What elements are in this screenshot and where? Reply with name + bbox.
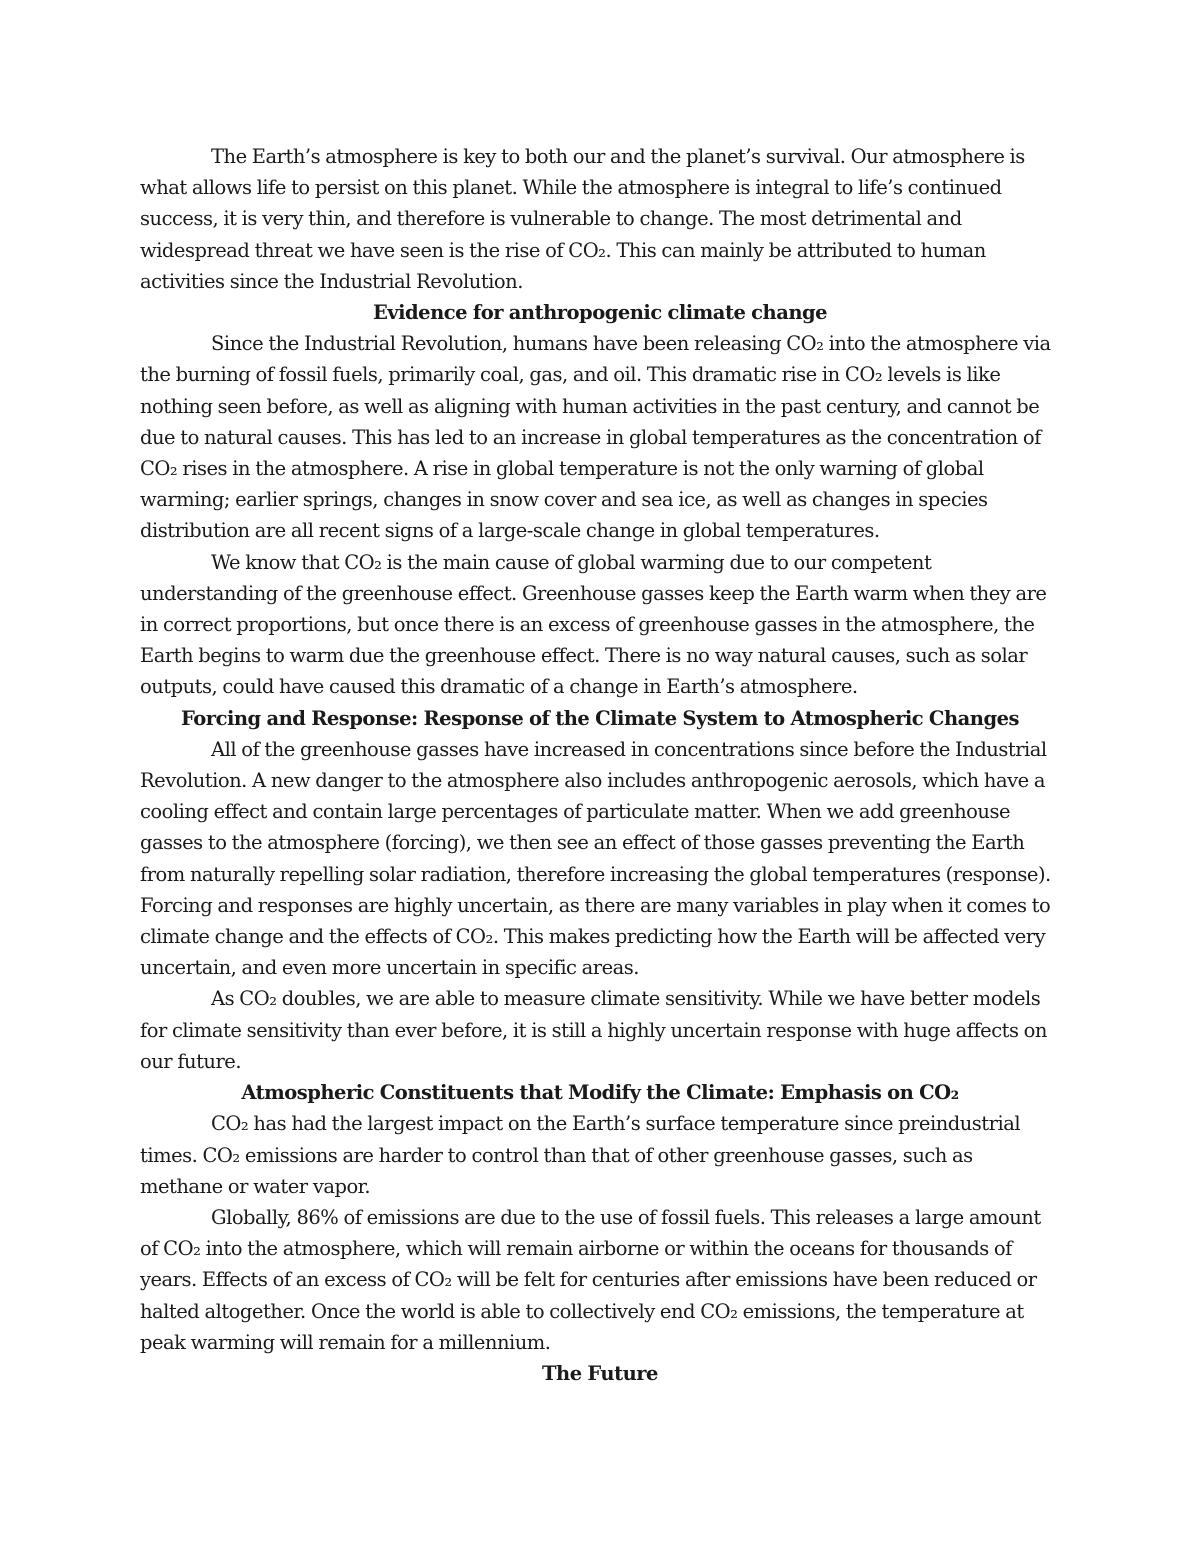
constituents-paragraph-1: CO₂ has had the largest impact on the Earth’s surface temperature since preindustrial times. CO₂ emissions are harder to control than that of other greenhouse gasses, such as methane or water vapor. [140, 1112, 1021, 1198]
section-heading-future: The Future [542, 1361, 658, 1385]
section-heading-constituents: Atmospheric Constituents that Modify the Climate: Emphasis on CO₂ [241, 1081, 959, 1105]
forcing-paragraph-1: All of the greenhouse gasses have increased in concentrations since before the Industrial Revolution. A new danger to the atmosphere also includes anthropogenic aerosols, which have a cooling effect and contain large percentages of particulate matter. When we add greenhouse gasses to the atmosphere (forcing), we then see an effect of those gasses preventing the Earth from naturally repelling solar radiation, therefore increasing the global temperatures (response). Forcing and responses are highly uncertain, as there are many variables in play when it comes to climate change and the effects of CO₂. This makes predicting how the Earth will be affected very uncertain, and even more uncertain in specific areas. [140, 737, 1051, 980]
constituents-paragraph-2: Globally, 86% of emissions are due to the use of fossil fuels. This releases a large amount of CO₂ into the atmosphere, which will remain airborne or within the oceans for thousands of years. Effects of an excess of CO₂ will be felt for centuries after emissions have been reduced or halted altogether. Once the world is able to collectively end CO₂ emissions, the temperature at peak warming will remain for a millennium. [140, 1205, 1041, 1354]
document-body [140, 141, 1060, 1389]
forcing-paragraph-2: As CO₂ doubles, we are able to measure climate sensitivity. While we have better models for climate sensitivity than ever before, it is still a highly uncertain response with huge affects on our future. [140, 987, 1047, 1073]
section-heading-evidence: Evidence for anthropogenic climate change [372, 301, 828, 325]
evidence-paragraph-1: Since the Industrial Revolution, humans have been releasing CO₂ into the atmosphere via the burning of fossil fuels, primarily coal, gas, and oil. This dramatic rise in CO₂ levels is like nothing seen before, as well as aligning with human activities in the past century, and cannot be due to natural causes. This has led to an increase in global temperatures as the concentration of CO₂ rises in the atmosphere. A rise in global temperature is not the only warning of global warming; earlier springs, changes in snow cover and sea ice, as well as changes in species distribution are all recent signs of a large-scale change in global temperatures. [140, 332, 1051, 543]
intro-paragraph: The Earth’s atmosphere is key to both our and the planet’s survival. Our atmosphere is what allows life to persist on this planet. While the atmosphere is integral to life’s continued success, it is very thin, and therefore is vulnerable to change. The most detrimental and widespread threat we have seen is the rise of CO₂. This can mainly be attributed to human activities since the Industrial Revolution. [140, 145, 1025, 293]
evidence-paragraph-2: We know that CO₂ is the main cause of global warming due to our competent understanding of the greenhouse effect. Greenhouse gasses keep the Earth warm when they are in correct proportions, but once there is an excess of greenhouse gasses in the atmosphere, the Earth begins to warm due the greenhouse effect. There is no way natural causes, such as solar outputs, could have caused this dramatic of a change in Earth’s atmosphere. [140, 550, 1047, 699]
section-heading-forcing-response: Forcing and Response: Response of the Climate System to Atmospheric Changes [181, 706, 1019, 730]
